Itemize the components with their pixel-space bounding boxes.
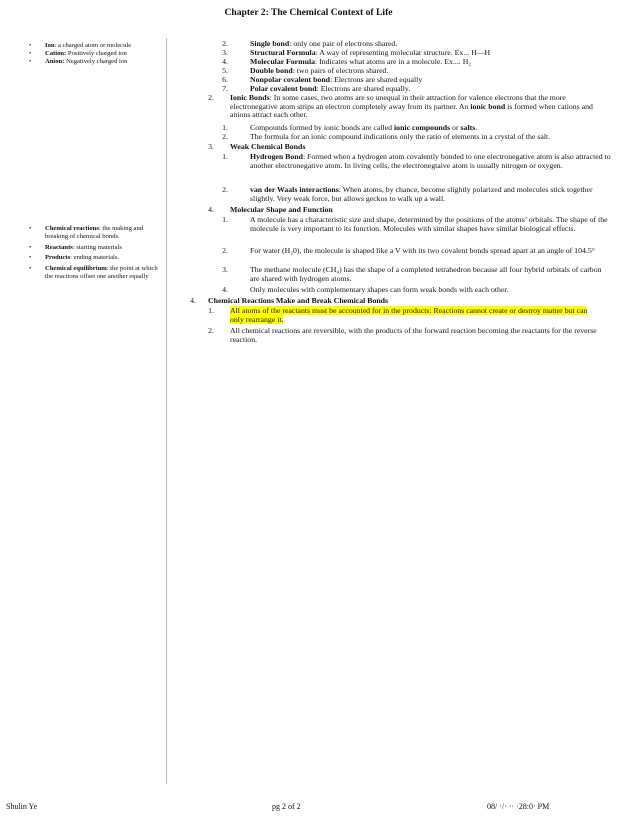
- bullet: •: [29, 244, 32, 251]
- item-text: : Indicates what atoms are in a molecule. Ex.... H₂: [315, 57, 472, 66]
- item-text: : only one pair of electrons shared.: [289, 39, 398, 48]
- item-text: is formed when cations and anions attract each other.: [230, 101, 593, 120]
- item-text: A molecule has a characteristic size and shape, determined by the positions of the atoms’ orbitals. The shape of the molecule is very important to its function. Molecules with similar shapes have similar biological effects.: [250, 215, 608, 233]
- term: van der Waals interactions: [250, 185, 339, 194]
- term: Ionic Bonds: [230, 93, 270, 102]
- term: Cation:: [45, 50, 67, 57]
- term: Polar covalent bond: [250, 84, 317, 93]
- definition: : ending materials.: [70, 254, 120, 261]
- item-text: : When atoms, by chance, become slightly polarized and molecules stick together slightly. Very weak force, but allows geckos to walk up a wall.: [250, 185, 593, 203]
- bullet: •: [29, 254, 32, 261]
- term: Double bond: [250, 66, 293, 75]
- item-number: 6.: [222, 75, 228, 84]
- item-number: 1.: [222, 123, 228, 132]
- item-text: The methane molecule (CH₄) has the shape of a completed tetrahedron because all four hybrid orbitals of carbon are shared with hydrogen atoms.: [250, 265, 602, 283]
- term: Nonpolar covalent bond: [250, 75, 331, 84]
- item-number: 2.: [208, 93, 214, 102]
- item-number: 2.: [222, 246, 228, 255]
- term: Reactants: [45, 244, 73, 251]
- bullet: •: [29, 265, 32, 272]
- bullet: •: [29, 42, 32, 49]
- item-text: : Electrons are shared equally: [330, 75, 423, 84]
- item-number: 1.: [222, 215, 228, 224]
- footer-page-number: pg 2 of 2: [272, 802, 301, 811]
- item-text: The formula for an ionic compound indications only the ratio of elements in a crystal of the salt.: [250, 132, 551, 141]
- item-text: For water (H₂0), the molecule is shaped like a V with its two covalent bonds spread apart at an angle of 104.5°: [250, 246, 595, 255]
- item-number: 2.: [222, 39, 228, 48]
- term: Structural Formula: [250, 48, 316, 57]
- item-text: : A way of representing molecular structure. Ex... H—H: [315, 48, 491, 57]
- item-text: : Electrons are shared equally.: [316, 84, 411, 93]
- item-text: Only molecules with complementary shapes can form weak bonds with each other.: [250, 285, 509, 294]
- item-number: 2.: [222, 132, 228, 141]
- bullet: •: [29, 225, 32, 232]
- item-number: 3.: [208, 142, 214, 151]
- term: Chemical equilibrium: [45, 265, 107, 272]
- term: Hydrogen Bond: [250, 152, 303, 161]
- item-number: 4.: [190, 296, 196, 305]
- definition: : starting materials: [72, 244, 122, 251]
- definition: : the point at which the reactions offset one another equally: [45, 265, 158, 280]
- term: salts: [460, 123, 476, 132]
- definition: Positively charged ion: [66, 50, 127, 57]
- term: Ion: [45, 42, 55, 49]
- bullet: •: [29, 58, 32, 65]
- section-heading: Weak Chemical Bonds: [230, 142, 306, 151]
- term: Products: [45, 254, 71, 261]
- item-number: 3.: [222, 48, 228, 57]
- item-number: 2.: [208, 326, 214, 335]
- term: ionic compounds: [394, 123, 451, 132]
- page-title: Chapter 2: The Chemical Context of Life: [224, 7, 393, 18]
- item-text: : two pairs of electrons shared.: [292, 66, 389, 75]
- item-number: 4.: [222, 285, 228, 294]
- item-number: 3.: [222, 265, 228, 274]
- item-text: : In some cases, two atoms are so unequal in their attraction for valence electrons that the more electronegative atom strips an electron completely away from its partner. An: [230, 93, 566, 111]
- item-number: 2.: [222, 185, 228, 194]
- item-number: 5.: [222, 66, 228, 75]
- item-number: 4.: [222, 57, 228, 66]
- definition: Negatively charged ion: [64, 58, 128, 65]
- item-number: 1.: [222, 152, 228, 161]
- term: ionic bond: [470, 101, 506, 111]
- term: Single bond: [250, 39, 290, 48]
- term: Anion:: [45, 58, 65, 65]
- item-number: 7.: [222, 84, 228, 93]
- section-heading: Molecular Shape and Function: [230, 205, 333, 214]
- highlighted-text: All atoms of the reactants must be accounted for in the products: Reactions cannot create or destroy matter but can only rearrange it.: [230, 306, 588, 324]
- item-text: : Formed when a hydrogen atom covalently bonded to one electronegative atom is also attracted to another electronegative atom. In living cells, the electronegtaive atom is usually nitrogen or oxygen.: [250, 152, 611, 170]
- column-divider: [166, 38, 167, 784]
- item-text: All chemical reactions are reversible, with the products of the forward reaction becoming the reactants for the reverse reaction.: [230, 326, 597, 344]
- footer-author: Shulin Ye: [6, 802, 38, 811]
- term: Molecular Formula: [250, 57, 316, 66]
- term: Chemical reactions: [45, 225, 99, 232]
- item-number: 4.: [208, 205, 214, 214]
- bullet: •: [29, 50, 32, 57]
- section-heading: Chemical Reactions Make and Break Chemical Bonds: [208, 296, 389, 305]
- footer-datetime: 08/ ·/· ·· ·28:0· PM: [487, 802, 550, 811]
- definition: : the making and breaking of chemical bonds.: [45, 225, 144, 240]
- definition: : a charged atom or molecule: [54, 42, 132, 49]
- item-number: 1.: [208, 306, 214, 315]
